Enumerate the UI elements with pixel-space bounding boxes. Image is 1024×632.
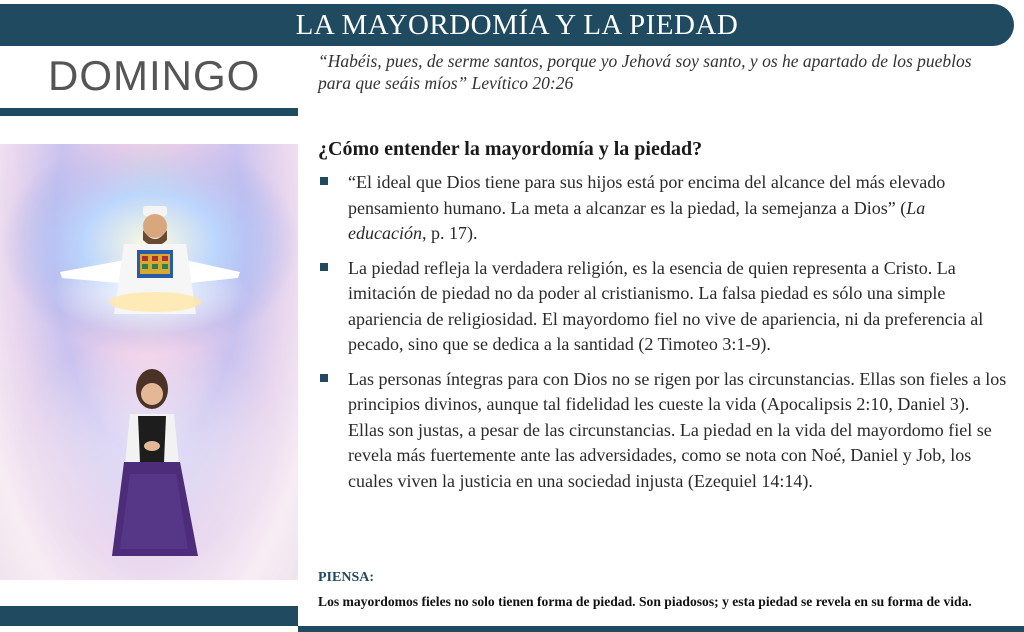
list-item — [318, 170, 1008, 247]
list-item — [318, 367, 1008, 495]
point-citation-suffix: , p. 17). — [421, 223, 478, 243]
think-label: PIENSA: — [318, 570, 375, 585]
bible-verse: “Habéis, pues, de serme santos, porque yo Jehová soy santo, y os he apartado de los pueblos para que seáis míos” Levítico 20:26 — [318, 51, 972, 93]
square-bullet-icon — [320, 177, 328, 185]
bottom-left-bar — [0, 606, 298, 626]
point-text: La piedad refleja la verdadera religión, es la esencia de quien representa a Cristo. La imitación de piedad no da poder al cristianismo. La falsa piedad es sólo una simple apariencia de religiosidad. El mayordomo fiel no vive de apariencia, ni da preferencia al pecado, sino que se dedica a la santidad (2 Timoteo 3:1-9). — [348, 257, 984, 354]
point-text: “El ideal que Dios tiene para sus hijos está por encima del alcance del más elevado pensamiento humano. La meta a alcanzar es la piedad, la semejanza a Dios” ( — [348, 172, 946, 218]
illustration-image — [0, 144, 298, 580]
title-banner — [0, 4, 1014, 46]
point-text: Las personas íntegras para con Dios no se rigen por las circunstancias. Ellas son fieles a los principios divinos, aunque tal fidelidad les cueste la vida (Apocalipsis 2:10, Daniel 3). Ellas son justas, a pesar de las circunstancias. La piedad en la vida del mayordomo fiel se revela más fuertemente ante las adversidades, como se nota con Noé, Daniel y Job, los cuales viven la justicia en una sociedad injusta (Ezequiel 14:14). — [348, 368, 1007, 491]
day-label: DOMINGO — [48, 52, 261, 99]
think-text: Los mayordomos fieles no solo tienen forma de piedad. Son piadosos; y esta piedad se revela en su forma de vida. — [318, 594, 972, 609]
list-item — [318, 256, 1008, 358]
square-bullet-icon — [320, 374, 328, 382]
point-citation-title: La educación — [348, 197, 926, 243]
illustration-christ-and-worshipper — [0, 144, 298, 580]
lesson-question: ¿Cómo entender la mayordomía y la piedad? — [318, 138, 703, 160]
lesson-points — [318, 170, 1008, 503]
bottom-rule — [298, 626, 1024, 632]
square-bullet-icon — [320, 263, 328, 271]
day-underline — [0, 108, 298, 116]
page-title: LA MAYORDOMÍA Y LA PIEDAD — [295, 8, 739, 41]
